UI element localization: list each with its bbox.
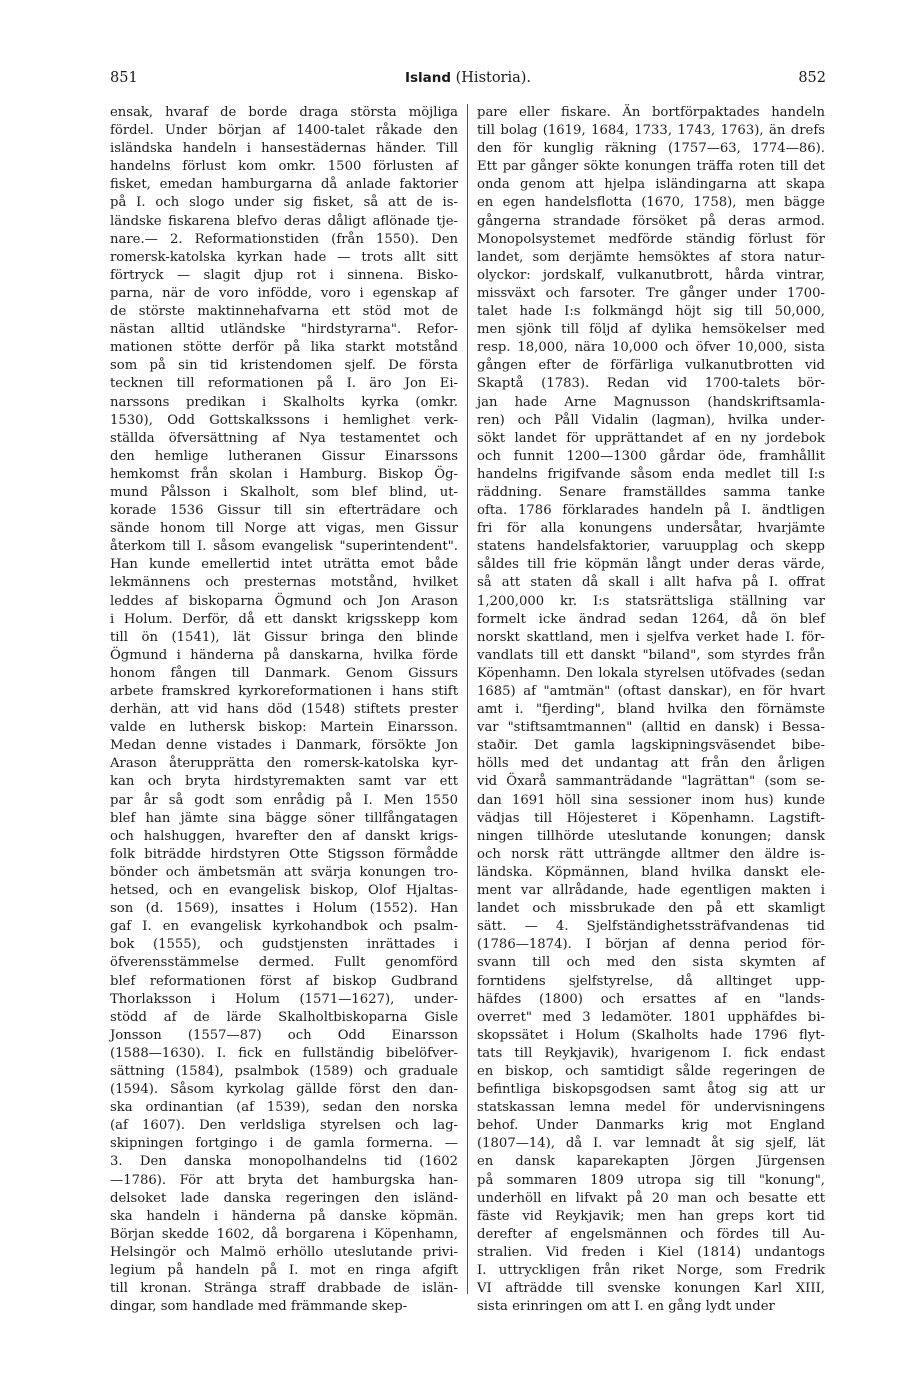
text-line: Monopolsystemet medförde ständig förlust för [477, 231, 825, 247]
page-header [110, 70, 826, 94]
text-line: en dansk kaparekapten Jörgen Jürgensen [477, 1154, 825, 1170]
text-line: Medan denne vistades i Danmark, försökte Jon [110, 738, 458, 754]
text-line: stralien. Vid freden i Kiel (1814) undantogs [477, 1244, 825, 1260]
text-line: formelt icke ändrad sedan 1264, då ön blef [477, 611, 825, 627]
text-line: Början skedde 1602, då borgarena i Köpenhamn, [110, 1226, 458, 1242]
text-line: Han kunde emellertid intet uträtta emot både [110, 557, 458, 573]
text-line: mationen stötte derför på lika starkt motstånd [110, 340, 458, 356]
text-line: bönder och ämbetsmän att svärja konungen tro- [110, 864, 458, 880]
text-line: derefter af engelsmännen och fördes till Au- [477, 1226, 825, 1242]
text-line: sista erinringen om att I. en gång lydt under [477, 1299, 775, 1315]
text-line: öfverensstämmelse dermed. Fullt genomförd [110, 955, 458, 971]
text-line: arbete framskred kyrkoreformationen i hans stift [110, 684, 458, 699]
text-line: I. uttryckligen från riket Norge, som Fredrik [477, 1263, 825, 1278]
text-line: gången efter de förfärliga vulkanutbrotten vid [477, 358, 825, 374]
text-line: en biskop, och samtidigt sålde regeringen de [477, 1063, 825, 1079]
text-line: behof. Under Danmarks krig mot England [477, 1118, 825, 1134]
text-line: statens handelsfaktorier, varuupplag och skepp [477, 539, 825, 555]
text-line: ren) och Påll Vidalin (lagman), hvilka under- [477, 412, 825, 428]
column-divider [467, 104, 468, 1294]
text-line: blef reformationen först af biskop Gudbrand [110, 973, 458, 989]
left-text-column [110, 104, 458, 1315]
text-line: vädjas till Höjesteret i Köpenhamn. Lagstift- [477, 810, 825, 826]
text-line: olyckor: jordskalf, vulkanutbrott, hårda vintrar, [477, 267, 825, 283]
text-line: Skaptå (1783). Redan vid 1700-talets bör- [477, 376, 825, 392]
text-line: vandlats till ett danskt "biland", som styrdes från [477, 647, 825, 663]
text-line: valde en luthersk biskop: Martein Einarsson. [110, 720, 458, 736]
text-line: Thorlaksson i Holum (1571—1627), under- [110, 991, 458, 1007]
text-line: och funnit 1200—1300 gårdar öde, framhållit [477, 448, 825, 464]
text-line: isländska handeln i hansestädernas händer. Till [110, 141, 458, 157]
text-line: nästan alltid utländske "hirdstyrarna". Refor- [110, 322, 458, 338]
text-line: sände honom till Norge att vigas, men Gissur [110, 521, 458, 537]
text-line: och norsk rätt utträngde alltmer den äldre is- [477, 846, 825, 862]
text-line: Köpenhamn. Den lokala styrelsen utöfvades (sedan [477, 665, 825, 681]
text-line: (1807—14), då I. var lemnadt åt sig sjelf, lät [477, 1136, 825, 1152]
text-line: handelns frigifvande såsom enda medlet till I:s [477, 466, 825, 482]
text-line: på I. och slogo under sig fisket, så att de is- [110, 195, 458, 211]
text-line: blef han jämte sina bägge söner tillfångatagen [110, 810, 458, 826]
text-line: landet och missbrukade den på ett skamligt [477, 901, 825, 917]
text-line: ensak, hvaraf de borde draga största möjliga [110, 105, 458, 120]
text-line: delsoket lade danska regeringen den isländ- [110, 1190, 458, 1206]
text-line: Helsingör och Malmö erhöllo uteslutande privi- [110, 1244, 458, 1260]
text-line: och halshuggen, hvarefter den af danskt krigs- [110, 828, 458, 844]
text-line: sökt landet för upprättandet af en ny jordebok [477, 430, 825, 446]
left-page-number: 851 [110, 70, 138, 86]
text-line: leddes af biskoparna Ögmund och Jon Arason [110, 593, 458, 609]
text-line: lekmännens och presternas motstånd, hvilket [110, 575, 458, 591]
text-line: handelns förlust kom omkr. 1500 förlusten af [110, 159, 458, 175]
text-line: bok (1555), och gudstjensten inrättades i [110, 937, 458, 953]
text-line: missväxt och farsoter. Tre gånger under 1700- [477, 285, 825, 301]
text-line: resp. 18,000, nära 10,000 och öfver 10,000, sista [477, 340, 825, 356]
text-line: (1588—1630). I. fick en fullständig bibelöfver- [110, 1045, 458, 1061]
text-line: ställda öfversättning af Nya testamentet och [110, 430, 458, 446]
text-line: nare.— 2. Reformationstiden (från 1550). Den [110, 231, 458, 247]
text-line: VI afträdde till svenske konungen Karl XIII, [477, 1281, 825, 1297]
text-line: romersk-katolska kyrkan hade — trots allt sitt [110, 249, 458, 265]
text-line: häfdes (1800) och ersattes af en "lands- [477, 991, 825, 1007]
text-line: skopssätet i Holum (Skalholts hade 1796 flyt- [477, 1027, 825, 1043]
text-line: 1,200,000 kr. I:s statsrättsliga ställning var [477, 593, 825, 609]
text-line: gaf I. en evangelisk kyrkohandbok och psalm- [110, 919, 458, 935]
text-line: (1594). Såsom kyrkolag gällde först den dan- [110, 1082, 458, 1098]
text-line: så att staten då skall i allt hafva på I. offrat [477, 575, 825, 591]
text-line: norskt skattland, men i sjelfva verket hade I. för- [477, 629, 825, 645]
text-line: i Holum. Derför, då ett danskt krigsskepp kom [110, 611, 458, 627]
text-line: derhän, att vid hans död (1548) stiftets prester [110, 702, 458, 718]
text-line: ofta. 1786 förklarades handeln på I. ändtligen [477, 503, 825, 519]
text-line: —1786). För att bryta det hamburgska han- [110, 1172, 458, 1188]
text-line: narssons predikan i Skalholts kyrka (omkr. [110, 394, 458, 410]
text-line: den för kunglig räkning (1757—63, 1774—86). [477, 141, 825, 157]
text-line: tecknen till reformationen på I. äro Jon Ei- [110, 376, 458, 392]
text-line: kan och bryta hirdstyremakten samt var ett [110, 774, 458, 790]
text-line: ska handeln i händerna på danske köpmän. [110, 1208, 458, 1224]
text-line: statskassan lemna medel för undervisningens [477, 1100, 825, 1116]
text-line: stödd af de lärde Skalholtbiskoparna Gisle [110, 1009, 458, 1025]
text-line: son (d. 1569), insattes i Holum (1552). Han [110, 901, 458, 917]
text-line: svann till och med den sista skymten af [477, 955, 825, 971]
text-line: (1786—1874). I början af denna period för- [477, 937, 825, 953]
text-line: ländske fiskarena blefvo deras dåligt aflönade tje- [110, 213, 458, 229]
headword: Island [404, 70, 452, 86]
text-line: landet, som derjämte hemsöktes af stora natur- [477, 249, 825, 265]
text-line: ländska. Köpmännen, bland hvilka danskt ele- [477, 864, 825, 880]
text-line: gångerna strandade försöket på deras armod. [477, 213, 825, 229]
text-line: amt i. "fjerding", bland hvilka den förnämste [477, 702, 825, 718]
text-line: honom fången till Danmark. Genom Gissurs [110, 665, 458, 681]
text-line: fri för alla konungens undersåtar, hvarjämte [477, 521, 825, 537]
text-line: på sommaren 1809 utropa sig till "konung", [477, 1172, 825, 1188]
text-line: dingar, som handlade med främmande skep- [110, 1299, 408, 1315]
text-line: hemkomst från skolan i Hamburg. Biskop Ög- [110, 466, 458, 482]
text-line: ment var allrådande, hade egentligen makten i [477, 883, 825, 899]
text-line: Ögmund i händerna på danskarna, hvilka förde [110, 647, 458, 663]
text-line: talet hade I:s folkmängd höjt sig till 50,000, [477, 304, 825, 320]
text-line: ningen tillhörde uteslutande konungen; dansk [477, 828, 825, 844]
text-line: fisket, emedan hamburgarna då anlade faktorier [110, 177, 458, 193]
text-line: underhöll en lifvakt på 20 man och besatte ett [477, 1190, 825, 1206]
text-line: staðir. Det gamla lagskipningsväsendet bibe- [477, 738, 825, 754]
text-line: såldes till frie köpmän långt under deras värde, [477, 557, 825, 573]
text-line: räddning. Senare framställdes samma tanke [477, 484, 825, 500]
text-line: återkom till I. såsom evangelisk "superintendent". [110, 539, 458, 555]
text-line: parna, när de voro infödde, voro i egenskap af [110, 285, 458, 301]
text-line: en egen handelsflotta (1670, 1758), men bägge [477, 195, 825, 211]
text-line: 3. Den danska monopolhandelns tid (1602 [110, 1154, 458, 1170]
text-line: förtryck — slagit djup rot i sinnena. Bisko- [110, 267, 458, 283]
text-line: par år så godt som enrådig på I. Men 1550 [110, 792, 458, 808]
text-line: forntidens sjelfstyrelse, då alltinget upp- [477, 973, 825, 989]
text-line: den hemlige lutheranen Gissur Einarssons [110, 448, 458, 464]
text-line: som på sin tid kristendomen sjelf. De första [110, 358, 458, 374]
text-line: sätt. — 4. Sjelfständighetssträfvandenas tid [477, 919, 825, 935]
text-line: vid Öxarå sammanträdande "lagrättan" (som se- [477, 774, 825, 790]
text-line: fördel. Under början af 1400-talet råkade den [110, 123, 458, 139]
text-line: overret" med 3 ledamöter. 1801 upphäfdes bi- [477, 1009, 825, 1025]
headword-subtitle: (Historia). [455, 70, 532, 86]
text-line: till kronan. Stränga straff drabbade de islän- [110, 1281, 458, 1297]
text-line: jan hade Arne Magnusson (handskriftsamla- [477, 394, 825, 410]
text-line: men sjönk till följd af dylika hemsökelser med [477, 322, 825, 338]
text-line: fäste vid Reykjavik; men han greps kort tid [477, 1208, 825, 1224]
text-line: mund Pålsson i Skalholt, som blef blind, ut- [110, 484, 458, 500]
running-title [110, 70, 826, 86]
text-line: skipningen fortgingo i de gamla formerna. — [110, 1136, 458, 1152]
right-text-column [477, 104, 825, 1315]
text-line: pare eller fiskare. Än bortförpaktades handeln [477, 105, 825, 120]
text-line: dan 1691 höll sina sessioner inom hus) kunde [477, 792, 825, 808]
text-line: Arason återupprätta den romersk-katolska kyr- [110, 756, 458, 772]
text-line: befintliga biskopsgodsen samt åtog sig att ur [477, 1082, 825, 1098]
text-line: hölls med det undantag att från den årligen [477, 756, 825, 772]
text-line: hetsed, och en evangelisk biskop, Olof Hjaltas- [110, 883, 458, 899]
text-line: 1530), Odd Gottskalkssons i hemlighet verk- [110, 412, 458, 428]
text-line: till ön (1541), lät Gissur bringa den blinde [110, 629, 458, 645]
text-line: var "stiftsamtmannen" (alltid en dansk) i Bessa- [477, 720, 825, 736]
text-line: sättning (1584), psalmbok (1589) och graduale [110, 1063, 458, 1079]
text-line: 1685) af "amtmän" (oftast danskar), en för hvart [477, 684, 825, 699]
text-line: folk biträdde hirdstyren Otte Stigsson förmådde [110, 846, 458, 862]
text-line: (af 1607). Den verldsliga styrelsen och lag- [110, 1118, 458, 1134]
text-line: Jonsson (1557—87) och Odd Einarsson [110, 1027, 458, 1043]
text-line: Ett par gånger sökte konungen träffa roten till det [477, 159, 825, 175]
right-page-number: 852 [798, 70, 826, 86]
text-line: onda genom att hjelpa isländingarna att skapa [477, 177, 825, 193]
text-line: korade 1536 Gissur till sin efterträdare och [110, 503, 458, 519]
text-line: tats till Reykjavik), hvarigenom I. fick endast [477, 1045, 825, 1061]
text-line: legium på handeln på I. mot en ringa afgift [110, 1263, 458, 1278]
text-line: de störste maktinnehafvarna ett stöd mot de [110, 304, 458, 320]
text-line: ska ordinantian (af 1539), sedan den norska [110, 1100, 458, 1116]
text-line: till bolag (1619, 1684, 1733, 1743, 1763), än drefs [477, 123, 825, 139]
